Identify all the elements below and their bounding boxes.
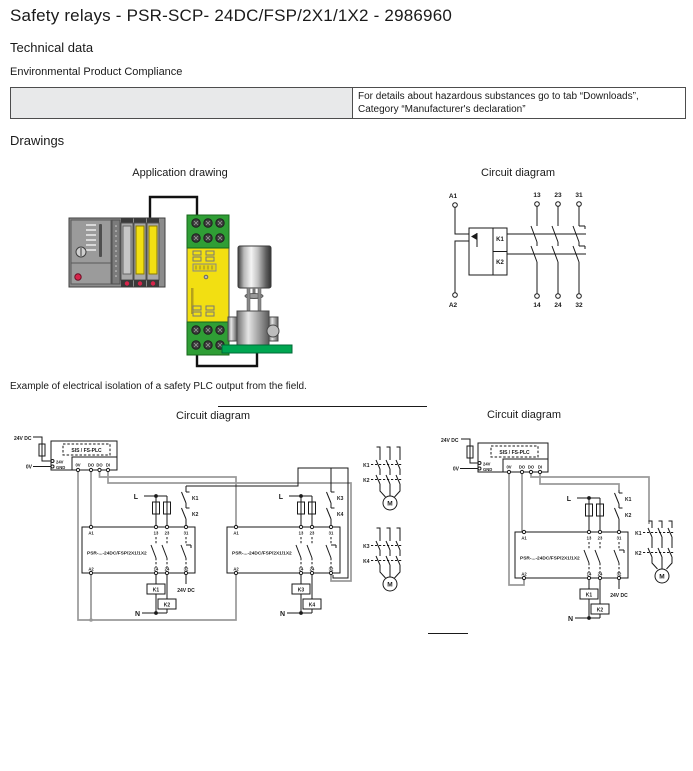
motor-label: M [659,573,665,581]
page-title: Safety relays - PSR-SCP- 24DC/FSP/2X1/1X2 - 2986960 [10,6,453,25]
wire-junction [89,618,93,622]
contactor-label: K3 [363,544,370,550]
terminal-label: 13 [298,530,304,536]
compliance-cell-label [11,88,353,119]
contact-columns [507,202,586,299]
psr-device-label: PSR-...-24DC/FSP/2X1/1X2 [87,551,147,557]
terminal-label: 13 [153,530,159,536]
coil-label: K1 [152,587,160,594]
psr-device-label: PSR-...-24DC/FSP/2X1/1X2 [232,551,292,557]
psr-box-1 [82,525,195,574]
terminal-label: 31 [575,192,583,199]
valve-actuator [222,246,292,353]
valve-base [222,345,292,353]
io-module-gray [121,218,133,287]
circuit-diagram-single-psr [440,430,693,640]
supply-label: 24V DC [177,588,195,594]
plc-label: SIS / FS-PLC [71,448,102,454]
section-environmental: Environmental Product Compliance [10,66,183,78]
circuit-diagram-dual-psr [10,425,440,650]
terminal-label: A1 [88,530,94,536]
terminal-label: 32 [575,302,583,309]
led-indicator [75,274,81,280]
terminal-label: A2 [521,571,527,577]
psr-box-2 [227,525,340,574]
terminal-label: A1 [448,193,458,200]
terminal-label: 23 [164,530,170,536]
terminal-label: 24 [309,566,315,572]
motor-label: M [387,500,393,508]
supply-label: 0V [25,464,32,471]
section-drawings: Drawings [10,133,65,148]
io-module-yellow-2 [147,218,159,287]
io-module-yellow-1 [134,218,146,287]
plc-terminal-label: DO [518,464,526,470]
terminal-label: A1 [233,530,239,536]
relay-led [204,275,208,279]
contactor-label: K1 [635,531,642,537]
neutral-label: N [134,611,140,618]
contactor-label: K4 [337,512,344,518]
plc-terminal-label: 24V [56,459,64,465]
terminal-label: 24 [554,302,562,309]
contactor-label: K4 [363,559,370,565]
terminal-label: 14 [533,302,541,309]
neutral-label: N [567,616,573,623]
neutral-label: N [279,611,285,618]
terminal-label: 24 [597,571,603,577]
psr-box [515,530,628,579]
coil-circuit [453,203,507,298]
contactor-label: K2 [625,513,632,519]
phase-label: L [278,494,283,501]
divider-rule-short [428,633,468,634]
coil-label: K3 [297,587,305,594]
terminal-label: A1 [521,535,527,541]
plc-rack [69,218,165,287]
coils-2 [287,575,321,614]
relay-label: K2 [496,260,504,266]
plc-terminal-label: 24V [483,461,491,467]
compliance-cell-note: For details about hazardous substances go to tab “Downloads”, Category “Manufacturer's declaration” [353,88,686,119]
plc-label: SIS / FS-PLC [499,450,530,456]
terminal-label: A2 [88,566,94,572]
section-technical-data: Technical data [10,40,94,55]
motor-label: M [387,581,393,589]
isolation-note: Example of electrical isolation of a safety PLC output from the field. [10,381,307,392]
terminal-label: 31 [183,530,189,536]
plc-terminal-label: GND [483,467,493,472]
supply-contacts-1 [144,486,190,525]
terminal-label: 31 [616,535,622,541]
terminal-label: 32 [616,571,622,577]
plc-terminal-label: DO [96,462,103,468]
compliance-table [10,87,686,119]
terminal-label: 23 [554,192,562,199]
application-drawing [60,185,310,370]
terminal-label: 32 [183,566,189,572]
supply-contacts-2 [289,492,335,525]
contactor-label: K3 [337,496,344,502]
contactor-label: K2 [635,551,642,557]
supply-contacts [577,490,623,530]
supply-label: 24V DC [610,593,628,599]
plc-terminal-label: DI [105,462,111,468]
caption-circuit-diagram-right: Circuit diagram [487,409,561,421]
terminal-label: 14 [586,571,592,577]
caption-circuit-diagram-top: Circuit diagram [481,167,555,179]
contactor-label: K2 [363,478,370,484]
plc-terminal-label: 0V [506,464,512,470]
coil-label: K2 [163,602,171,609]
plc-terminal-label: DO [527,464,535,470]
coil-label: K2 [596,607,604,614]
plc-terminal-label: GND [56,465,66,470]
circuit-diagram-contacts [440,185,693,330]
safety-relay-module [187,215,229,355]
phase-label: L [566,496,571,503]
terminal-label: 14 [298,566,304,572]
plc-terminal-label: 0V [75,462,81,468]
terminal-label: A2 [233,566,239,572]
plc-terminal-label: DI [537,464,543,470]
contactor-label: K2 [192,512,199,518]
terminal-label: 14 [153,566,159,572]
table-row [11,88,686,119]
divider-rule [218,406,427,407]
terminal-label: 23 [309,530,315,536]
supply-label: 0V [452,466,459,473]
caption-application-drawing: Application drawing [132,167,228,179]
supply-label: 24V DC [441,438,459,444]
terminal-label: A2 [448,302,458,309]
contactor-label: K1 [363,463,370,469]
contactor-label: K1 [192,496,199,502]
terminal-label: 13 [586,535,592,541]
contactor-label: K1 [625,497,632,503]
terminal-label: 32 [328,566,334,572]
plc-terminal-label: DO [87,462,95,468]
coil-label: K4 [308,602,316,609]
terminal-label: 13 [533,192,541,199]
fs-plc-block [460,439,548,474]
terminal-label: 23 [597,535,603,541]
supply-label: 24V DC [14,436,32,442]
caption-circuit-diagram-left: Circuit diagram [176,410,250,422]
psr-device-label: PSR-...-24DC/FSP/2X1/1X2 [520,556,580,562]
phase-label: L [133,494,138,501]
terminal-label: 31 [328,530,334,536]
relay-label: K1 [496,237,504,243]
terminal-label: 24 [164,566,170,572]
coil-label: K1 [585,592,593,599]
